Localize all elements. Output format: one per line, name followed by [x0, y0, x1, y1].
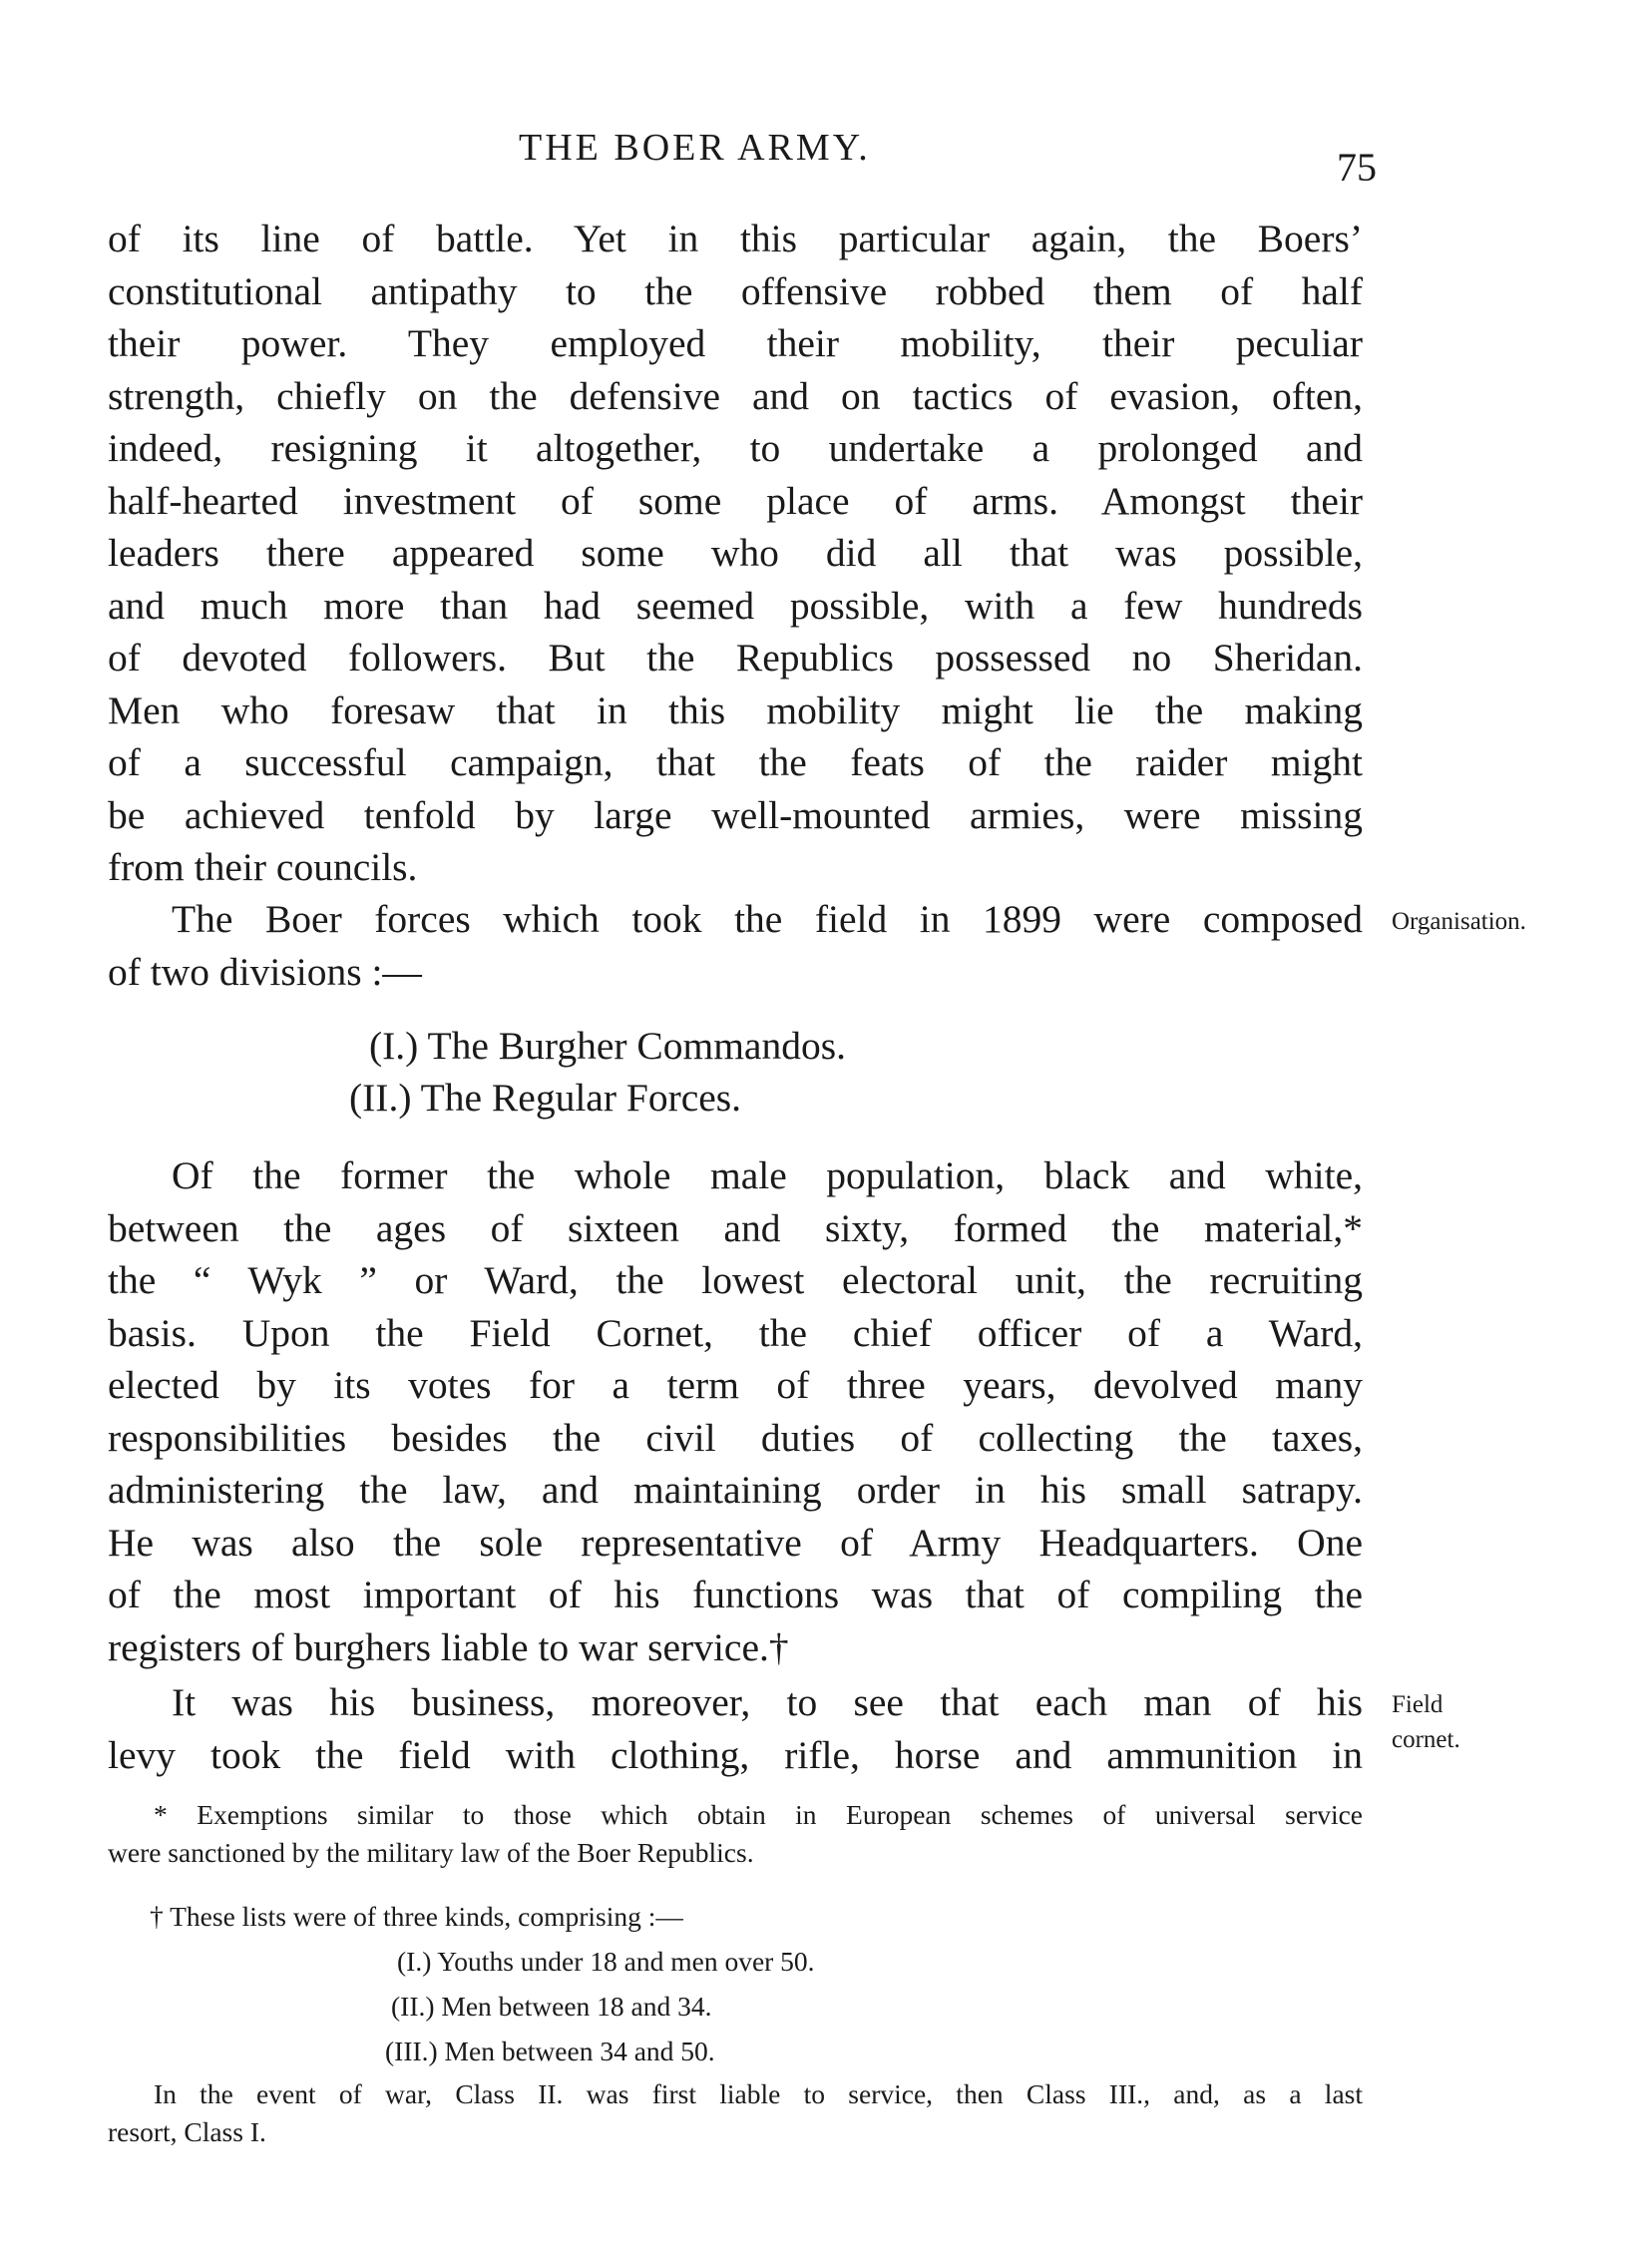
text-line: It was his business, moreover, to see that each man of his	[172, 1680, 1363, 1724]
text-line: registers of burghers liable to war service.†	[108, 1624, 789, 1669]
footnote-line: were sanctioned by the military law of the Boer Republics.	[108, 1837, 754, 1868]
text-line: half-hearted investment of some place of arms. Amongst their	[108, 478, 1363, 523]
text-line: of its line of battle. Yet in this particular again, the Boers’	[108, 217, 1363, 260]
footnote-line: In the event of war, Class II. was first liable to service, then Class III., and, as a last	[154, 2078, 1363, 2109]
text-line: of two divisions :—	[108, 949, 422, 994]
text-line: responsibilities besides the civil duties of collecting the taxes,	[108, 1415, 1363, 1460]
footnote-line: resort, Class I.	[108, 2116, 266, 2147]
text-line: basis. Upon the Field Cornet, the chief officer of a Ward,	[108, 1310, 1363, 1355]
text-line: of the most important of his functions was that of compiling the	[108, 1573, 1363, 1616]
footnote-class-item: (II.) Men between 18 and 34.	[391, 1991, 712, 2022]
text-line: The Boer forces which took the field in 1899 were composed	[172, 897, 1363, 941]
footnote-dagger-intro: † These lists were of three kinds, comprising :—	[150, 1901, 683, 1932]
text-line: levy took the field with clothing, rifle, horse and ammunition in	[108, 1732, 1363, 1777]
running-head	[0, 126, 1644, 190]
text-line: of devoted followers. But the Republics possessed no Sheridan.	[108, 636, 1363, 680]
sidenote-cornet: cornet.	[1392, 1726, 1460, 1753]
text-line: He was also the sole representative of Army Headquarters. One	[108, 1520, 1363, 1565]
text-line: be achieved tenfold by large well-mounted armies, were missing	[108, 792, 1363, 837]
paragraph-2	[108, 893, 1363, 998]
text-line: leaders there appeared some who did all that was possible,	[108, 531, 1363, 575]
paragraph-4	[108, 1676, 1363, 1781]
text-line: indeed, resigning it altogether, to undertake a prolonged and	[108, 426, 1363, 470]
footnote-line: * Exemptions similar to those which obtain in European schemes of universal service	[154, 1799, 1363, 1830]
footnote-class-item: (III.) Men between 34 and 50.	[385, 2036, 715, 2066]
text-line: and much more than had seemed possible, with a few hundreds	[108, 583, 1363, 628]
text-line: strength, chiefly on the defensive and on tactics of evasion, often,	[108, 373, 1363, 418]
footnote-dagger-closing	[108, 2075, 1363, 2151]
text-line: the “ Wyk ” or Ward, the lowest electoral unit, the recruiting	[108, 1258, 1363, 1302]
division-item: (II.) The Regular Forces.	[349, 1076, 742, 1120]
page-number: 75	[1337, 145, 1377, 190]
text-line: between the ages of sixteen and sixty, formed the material,*	[108, 1205, 1363, 1250]
text-line: Of the former the whole male population, black and white,	[172, 1153, 1363, 1197]
text-line: of a successful campaign, that the feats of the raider might	[108, 740, 1363, 784]
paragraph-1	[108, 213, 1363, 894]
text-line: elected by its votes for a term of three years, devolved many	[108, 1363, 1363, 1407]
division-item: (I.) The Burgher Commandos.	[369, 1024, 846, 1068]
text-line: administering the law, and maintaining order in his small satrapy.	[108, 1468, 1363, 1512]
sidenote-organisation: Organisation.	[1392, 908, 1526, 935]
footnote-class-item: (I.) Youths under 18 and men over 50.	[397, 1946, 815, 1977]
text-line: constitutional antipathy to the offensive robbed them of half	[108, 268, 1363, 313]
footnote-asterisk	[108, 1796, 1363, 1872]
text-line: their power. They employed their mobility, their peculiar	[108, 321, 1363, 365]
sidenote-field: Field	[1392, 1691, 1443, 1718]
running-title: THE BOER ARMY.	[519, 127, 871, 169]
text-line: from their councils.	[108, 845, 418, 889]
paragraph-3	[108, 1149, 1363, 1673]
text-line: Men who foresaw that in this mobility might lie the making	[108, 687, 1363, 732]
